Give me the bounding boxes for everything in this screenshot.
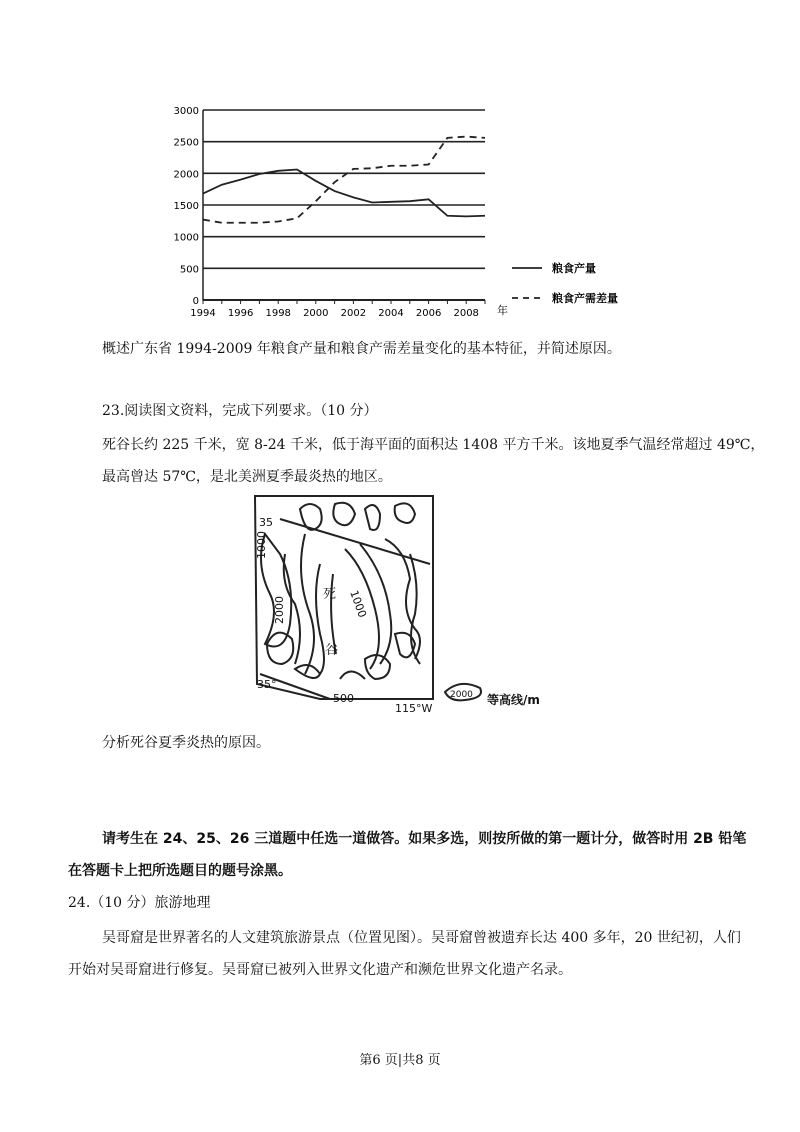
elevation-label-500: 500 — [333, 692, 354, 705]
contour-label-1000-east: 1000 — [347, 588, 369, 620]
longitude-label: 115°W — [395, 702, 433, 715]
x-tick-label: 2000 — [303, 308, 329, 319]
death-valley-map — [245, 494, 565, 719]
legend-contour-label: 等高线/m — [487, 693, 540, 707]
y-tick-label: 3000 — [173, 106, 199, 117]
y-tick-label: 1000 — [173, 232, 199, 244]
y-tick-label: 500 — [179, 264, 199, 276]
q23-paragraph-line1: 死谷长约 225 千米，宽 8-24 千米，低于海平面的面积达 1408 平方千米。该地夏季气温经常超过 49℃， — [102, 437, 765, 453]
latitude-label-top: 35 — [259, 516, 273, 529]
y-tick-label: 0 — [192, 296, 199, 307]
series-line-supply-demand-gap — [203, 137, 485, 223]
valley-label-gu: 谷 — [325, 643, 339, 658]
x-tick-label: 1996 — [227, 308, 254, 319]
x-tick-label: 2002 — [340, 308, 367, 319]
contour-label-2000: 2000 — [273, 596, 286, 624]
x-tick-label: 1998 — [265, 308, 291, 319]
y-tick-label: 1500 — [173, 201, 199, 212]
instruction-line2: 在答题卡上把所选题目的题号涂黑。 — [68, 863, 292, 879]
q22-prompt: 概述广东省 1994-2009 年粮食产量和粮食产需差量变化的基本特征，并简述原因。 — [102, 341, 621, 357]
q23-paragraph-line2: 最高曾达 57℃，是北美洲夏季最炎热的地区。 — [102, 469, 392, 485]
x-unit-label: 年 — [497, 304, 508, 317]
grain-chart — [160, 100, 660, 325]
q24-paragraph-line1: 吴哥窟是世界著名的人文建筑旅游景点（位置见图）。吴哥窟曾被遗弃长达 400 多年，20 世纪初，人们 — [102, 930, 741, 946]
q24-paragraph-line2: 开始对吴哥窟进行修复。吴哥窟已被列入世界文化遗产和濒危世界文化遗产名录。 — [68, 962, 572, 978]
y-tick-label: 2500 — [173, 137, 199, 149]
valley-label-si: 死 — [323, 587, 337, 602]
q24-heading: 24.（10 分）旅游地理 — [68, 895, 211, 911]
q23-heading: 23.阅读图文资料，完成下列要求。（10 分） — [102, 403, 378, 419]
x-tick-label: 1994 — [190, 308, 216, 319]
q23-prompt: 分析死谷夏季炎热的原因。 — [102, 735, 270, 751]
legend-label: 粮食产量 — [552, 262, 596, 275]
x-tick-label: 2008 — [453, 308, 479, 319]
page-footer: 第6 页|共8 页 — [359, 1053, 441, 1068]
instruction-line1: 请考生在 24、25、26 三道题中任选一道做答。如果多选，则按所做的第一题计分，做答时用 2B 铅笔 — [102, 831, 747, 847]
legend-contour-value: 2000 — [450, 690, 473, 700]
contour-label-1000-west: 1000 — [255, 531, 268, 559]
x-tick-label: 2006 — [415, 308, 442, 319]
y-tick-label: 2000 — [173, 169, 199, 181]
legend-label: 粮食产需差量 — [552, 292, 618, 305]
latitude-label-bottom: 35° — [257, 678, 277, 691]
x-tick-label: 2004 — [378, 308, 404, 319]
